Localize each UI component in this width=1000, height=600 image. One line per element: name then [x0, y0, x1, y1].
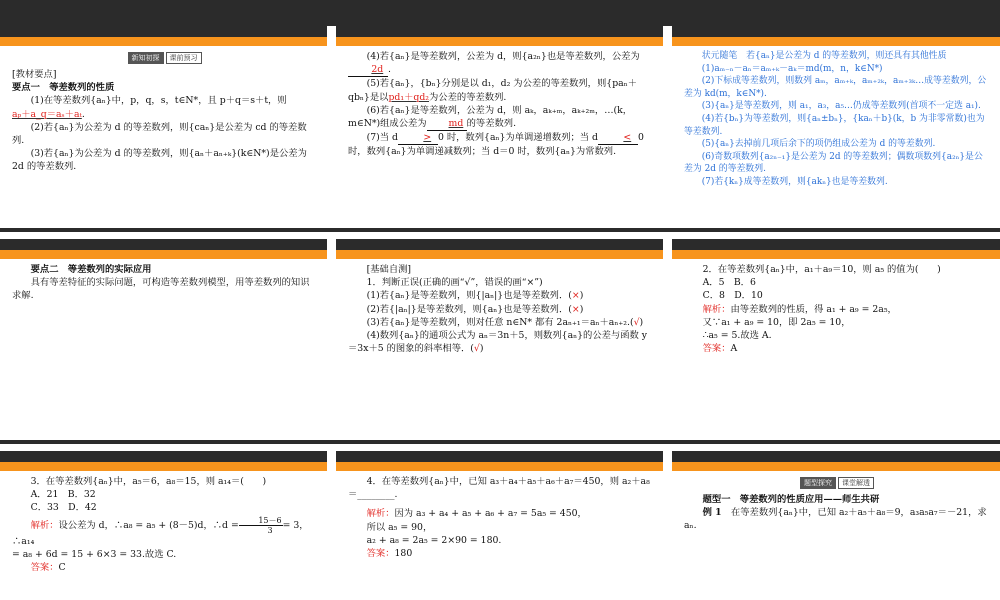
slide-6: [672, 239, 1000, 426]
question-4: 4．在等差数列{aₙ}中，已知 a₃＋a₄＋a₅＋a₆＋a₇＝450，则 a₂＋a₈＝________.: [348, 476, 650, 501]
answer-mark: ×: [571, 303, 580, 315]
answer-mark: √: [633, 316, 640, 328]
judge-1: (1)若{aₙ}是等差数列，则{|aₙ|}也是等差数列．(×): [366, 290, 584, 302]
slide-content: [348, 475, 653, 560]
answer-line: [348, 547, 653, 560]
orange-strip: [672, 462, 1000, 471]
property-3: (3)若{aₙ}为公差为 d 的等差数列，则{aₙ＋aₙ₊ₖ}(k∈N*)是公差为 2d 的等差数列.: [12, 148, 307, 173]
orange-strip: [672, 250, 1000, 259]
answer-label: 答案：: [702, 343, 731, 355]
analysis-3: a₂ + a₈ = 2a₅ = 2×90 = 180.: [366, 534, 502, 546]
orange-strip: [0, 250, 327, 259]
options-row-1: A．5 B．6: [702, 277, 756, 289]
slide-header-bar: [0, 239, 327, 259]
answer-2d: 2d: [348, 63, 388, 77]
answer-label: 答案：: [366, 548, 395, 560]
orange-strip: [672, 37, 1000, 46]
judge-4: (4)数列{aₙ}的通项公式为 aₙ＝3n＋5，则数列{aₙ}的公差与函数 y＝3x＋5 的图象的斜率相等．(√): [348, 330, 648, 355]
badge-new: 新知初探: [128, 52, 164, 64]
section-badge: [684, 477, 990, 489]
badge-class: 课堂解透: [838, 477, 874, 489]
heading: [教材要点]: [12, 69, 57, 80]
analysis-2: 又∵a₁ + a₉ = 10，即 2a₅ = 10，: [702, 316, 851, 328]
question-3: 3．在等差数列{aₙ}中，a₅＝6，a₈＝15，则 a₁₄＝( ): [30, 476, 267, 487]
analysis-1: 解析：由等差数列的性质，得 a₁ + a₉ = 2a₅，: [702, 303, 897, 315]
slide-content: [12, 475, 317, 574]
slide-content: [684, 263, 990, 355]
options-row-2: C．8 D．10: [702, 290, 763, 302]
analysis-label: 解析：: [30, 519, 59, 531]
analysis-1: 解析：因为 a₃ + a₄ + a₅ + a₆ + a₇ = 5a₅ = 450，: [366, 508, 587, 520]
analysis-1: 解析：设公差为 d，∴a₈ = a₅ + (8－5)d，∴d = $\frac{15-6}{3}$ = 3，∴a₁₄: [12, 515, 309, 547]
slide-header-bar: [336, 451, 663, 471]
answer-mark: ×: [571, 290, 580, 302]
tip-5: (5){aₙ}去掉前几项后余下的项仍组成公差为 d 的等差数列.: [701, 139, 936, 150]
heading: [基础自测]: [366, 264, 412, 275]
section-badge: [12, 52, 317, 64]
answer-lt: <: [598, 131, 638, 145]
judge-2: (2)若{|aₙ|}是等差数列，则{aₙ}也是等差数列．(×): [366, 303, 584, 315]
slide-header-bar: [336, 239, 663, 259]
slide-9: [672, 451, 1000, 600]
point-title: 要点二 等差数列的实际应用: [30, 264, 152, 275]
slide-content: [684, 475, 990, 533]
analysis-label: 解析：: [702, 303, 731, 315]
slide-header-bar: [0, 451, 327, 471]
point-body: 具有等差特征的实际问题，可构造等差数列模型，用等差数列的知识求解.: [12, 277, 310, 302]
slide-content: [12, 263, 317, 303]
analysis-2: = a₈ + 6d = 15 + 6×3 = 33.故选 C.: [12, 548, 177, 560]
slide-content: [12, 50, 317, 174]
slide-1: [0, 26, 327, 213]
badge-preview: 课前预习: [166, 52, 202, 64]
analysis-3: ∴a₅ = 5.故选 A.: [702, 330, 772, 342]
tip-2: (2)下标成等差数列，则数列 aₘ，aₘ₊ₖ，aₘ₊₂ₖ，aₘ₊₃ₖ…成等差数列，公差为 kd(m，k∈N*).: [684, 76, 987, 99]
tip-intro: 状元随笔 若{aₙ}是公差为 d 的等差数列，则还具有其他性质: [701, 51, 947, 61]
slide-content: [684, 50, 990, 189]
question-2: 2．在等差数列{aₙ}中，a₁＋a₉＝10，则 a₅ 的值为( ): [702, 264, 941, 275]
options-row-2: C．33 D．42: [30, 502, 97, 514]
type-title: 题型一 等差数列的性质应用——师生共研: [702, 494, 880, 505]
slide-8: [336, 451, 663, 600]
slide-2: [336, 26, 663, 213]
options-row-1: A．21 B．32: [30, 489, 96, 501]
slide-header-bar: [672, 239, 1000, 259]
property-6: (6)若{aₙ}是等差数列，公差为 d，则 aₖ，aₖ₊ₘ，aₖ₊₂ₘ，…(k，m∈N*)组成公差为 md 的等差数列.: [348, 104, 653, 131]
slide-header-bar: [0, 26, 327, 46]
question-1: 1．判断正误(正确的画“√”，错误的画“×”): [366, 277, 543, 289]
badge-explore: 题型探究: [800, 477, 836, 489]
analysis-label: 解析：: [366, 508, 395, 520]
orange-strip: [0, 37, 327, 46]
slide-4: [0, 239, 327, 426]
slide-content: [348, 50, 653, 159]
answer-value: A: [730, 343, 738, 355]
tip-7: (7)若{kₙ}成等差数列，则{akₙ}也是等差数列.: [701, 176, 888, 187]
property-2: (2)若{aₙ}为公差为 d 的等差数列，则{caₙ}是公差为 cd 的等差数列.: [12, 121, 307, 147]
answer-gt: >: [398, 131, 438, 145]
slide-header-bar: [336, 26, 663, 46]
answer-1: aₚ＋a_q＝aₛ＋aₜ: [12, 108, 82, 120]
point-title: 要点一 等差数列的性质: [12, 82, 115, 94]
property-5: (5)若{aₙ}，{bₙ}分别是以 d₁，d₂ 为公差的等差数列，则{paₙ＋qbₙ}是以pd₁＋qd₂为公差的等差数列.: [348, 78, 638, 103]
orange-strip: [336, 462, 663, 471]
answer-line: [684, 342, 990, 355]
example-label: 例 1: [702, 507, 722, 519]
row-divider: [0, 440, 1000, 444]
tip-1: (1)aₘ₋ₙ－aₙ＝aₘ₊ₖ－aₖ＝md(m，n，k∈N*): [701, 63, 883, 74]
row-divider: [0, 228, 1000, 232]
analysis-2: 所以 a₅ = 90，: [366, 521, 433, 533]
slide-content: [348, 263, 653, 355]
orange-strip: [336, 250, 663, 259]
property-7: (7)当 d > 0 时，数列{aₙ}为单调递增数列；当 d < 0 时，数列{aₙ}为单调递减数列；当 d＝0 时，数列{aₙ}为常数列.: [348, 132, 644, 158]
orange-strip: [336, 37, 663, 46]
answer-line: [12, 561, 317, 574]
property-4: (4)若{aₙ}是等差数列，公差为 d，则{a₂ₙ}也是等差数列，公差为2d .: [348, 50, 653, 77]
answer-mark: √: [473, 343, 480, 355]
judge-3: (3)若{aₙ}是等差数列，则对任意 n∈N* 都有 2aₙ₊₁＝aₙ＋aₙ₊₂.(√): [366, 316, 644, 328]
tip-3: (3){aₙ}是等差数列，则 a₁，a₃，a₅…仍成等差数列(首项不一定选 a₁).: [701, 101, 981, 112]
answer-value: C: [58, 562, 66, 574]
slide-3: [672, 26, 1000, 213]
answer-pd: pd₁＋qd₂: [388, 91, 429, 103]
tip-4: (4)若{bₙ}为等差数列，则{aₙ±bₙ}，{kaₙ＋b}(k，b 为非零常数)也为等差数列.: [684, 113, 985, 137]
slide-7: [0, 451, 327, 600]
slide-5: [336, 239, 663, 426]
fraction: $\frac{15-6}{3}$: [239, 516, 283, 535]
answer-md: md: [427, 117, 467, 131]
slide-header-bar: [672, 451, 1000, 471]
orange-strip: [0, 462, 327, 471]
tip-title: 状元随笔: [701, 51, 738, 61]
example-1: 例 1 在等差数列{aₙ}中，已知 a₂＋a₅＋a₈＝9，a₃a₅a₇＝－21，求 aₙ.: [684, 507, 987, 532]
answer-label: 答案：: [30, 562, 59, 574]
property-1: (1)在等差数列{aₙ}中，p，q，s，t∈N*，且 p＋q＝s＋t，则 aₚ＋a_q＝aₛ＋aₜ.: [12, 95, 287, 120]
top-band: [0, 0, 1000, 26]
slide-header-bar: [672, 26, 1000, 46]
answer-value: 180: [394, 548, 413, 560]
tip-6: (6)奇数项数列{a₂ₙ₋₁}是公差为 2d 的等差数列；偶数项数列{a₂ₙ}是公差为 2d 的等差数列.: [684, 151, 983, 175]
